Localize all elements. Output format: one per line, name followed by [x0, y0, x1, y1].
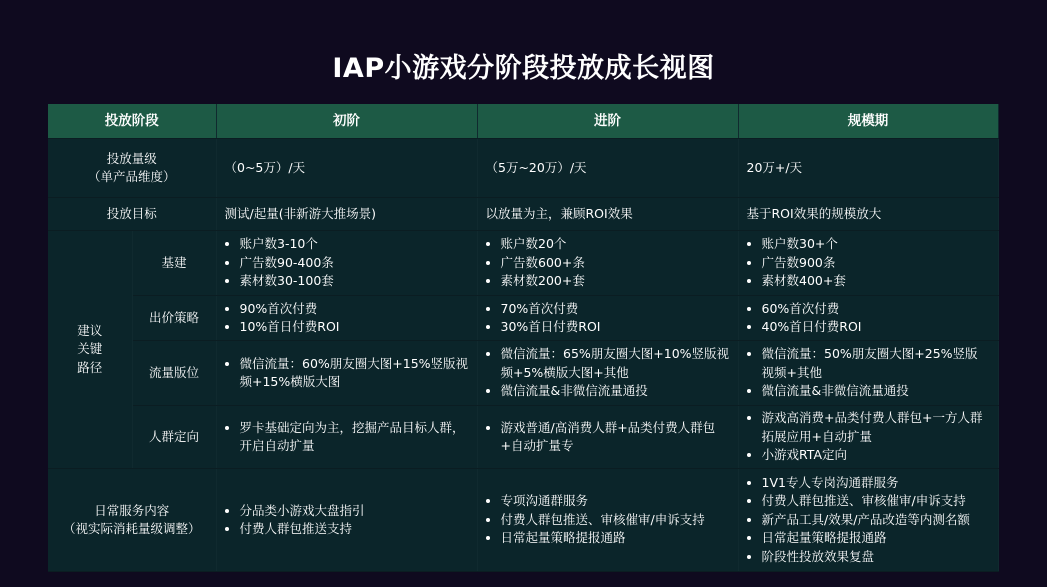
list-item: • 小游戏RTA定向: [762, 446, 990, 465]
list-item: • 70%首次付费: [501, 300, 730, 319]
list-item: • 游戏高消费+品类付费人群包+一方人群拓展应用+自动扩量: [762, 409, 990, 446]
row-service: [48, 469, 998, 572]
list-item: • 广告数90-400条: [240, 254, 469, 273]
cell-crowd-advanced: [477, 406, 738, 469]
row-flow: [48, 341, 998, 406]
label-bid: 出价策略: [132, 296, 216, 341]
list-item: • 付费人群包推送、审核催审/申诉支持: [762, 492, 990, 511]
list-item: • 60%首次付费: [762, 300, 990, 319]
row-base: [48, 231, 998, 296]
cell-service-scale: [738, 469, 998, 572]
list-item: • 账户数3-10个: [240, 235, 469, 254]
row-goal: [48, 198, 998, 231]
list-item: • 账户数30+个: [762, 235, 990, 254]
cell-flow-initial: [216, 341, 477, 406]
list-item: • 40%首日付费ROI: [762, 318, 990, 337]
list-item: • 广告数900条: [762, 254, 990, 273]
growth-view-table: [48, 104, 999, 572]
list-item: • 30%首日付费ROI: [501, 318, 730, 337]
list-item: • 素材数200+套: [501, 272, 730, 291]
list-item: • 1V1专人专岗沟通群服务: [762, 474, 990, 493]
label-service: 日常服务内容 （视实际消耗量级调整）: [48, 469, 216, 572]
cell-crowd-initial: [216, 406, 477, 469]
row-bid: [48, 296, 998, 341]
cell-bid-scale: [738, 296, 998, 341]
header-row: [48, 104, 998, 139]
cell-volume-initial: （0~5万）/天: [216, 139, 477, 198]
list-item: • 新产品工具/效果/产品改造等内测名额: [762, 511, 990, 530]
label-flow: 流量版位: [132, 341, 216, 406]
row-crowd: [48, 406, 998, 469]
header-scale: 规模期: [738, 104, 998, 139]
label-crowd: 人群定向: [132, 406, 216, 469]
cell-service-initial: [216, 469, 477, 572]
list-item: • 阶段性投放效果复盘: [762, 548, 990, 567]
cell-base-initial: [216, 231, 477, 296]
cell-base-scale: [738, 231, 998, 296]
list-item: • 日常起量策略提报通路: [501, 529, 730, 548]
list-item: • 微信流量：60%朋友圈大图+15%竖版视频+15%横版大图: [240, 355, 469, 392]
cell-base-advanced: [477, 231, 738, 296]
list-item: • 付费人群包推送支持: [240, 520, 469, 539]
list-item: • 专项沟通群服务: [501, 492, 730, 511]
cell-goal-scale: 基于ROI效果的规模放大: [738, 198, 998, 231]
list-item: • 90%首次付费: [240, 300, 469, 319]
list-item: • 分品类小游戏大盘指引: [240, 502, 469, 521]
header-stage: 投放阶段: [48, 104, 216, 139]
cell-service-advanced: [477, 469, 738, 572]
label-key-path-group: 建议 关键 路径: [48, 231, 132, 469]
cell-volume-advanced: （5万~20万）/天: [477, 139, 738, 198]
list-item: • 10%首日付费ROI: [240, 318, 469, 337]
list-item: • 日常起量策略提报通路: [762, 529, 990, 548]
list-item: • 账户数20个: [501, 235, 730, 254]
list-item: • 微信流量：65%朋友圈大图+10%竖版视频+5%横版大图+其他: [501, 345, 730, 382]
list-item: • 微信流量：50%朋友圈大图+25%竖版视频+其他: [762, 345, 990, 382]
cell-bid-initial: [216, 296, 477, 341]
page-title: IAP小游戏分阶段投放成长视图: [332, 53, 715, 84]
cell-volume-scale: 20万+/天: [738, 139, 998, 198]
cell-flow-scale: [738, 341, 998, 406]
list-item: • 素材数30-100套: [240, 272, 469, 291]
label-goal: 投放目标: [48, 198, 216, 231]
list-item: • 微信流量&非微信流量通投: [501, 382, 730, 401]
row-volume: [48, 139, 998, 198]
list-item: • 付费人群包推送、审核催审/申诉支持: [501, 511, 730, 530]
cell-flow-advanced: [477, 341, 738, 406]
cell-goal-advanced: 以放量为主，兼顾ROI效果: [477, 198, 738, 231]
list-item: • 微信流量&非微信流量通投: [762, 382, 990, 401]
list-item: • 素材数400+套: [762, 272, 990, 291]
label-volume: 投放量级 （单产品维度）: [48, 139, 216, 198]
header-initial: 初阶: [216, 104, 477, 139]
header-advanced: 进阶: [477, 104, 738, 139]
list-item: • 广告数600+条: [501, 254, 730, 273]
list-item: • 罗卡基础定向为主，挖掘产品目标人群，开启自动扩量: [240, 419, 469, 456]
cell-goal-initial: 测试/起量(非新游大推场景): [216, 198, 477, 231]
cell-crowd-scale: [738, 406, 998, 469]
label-base: 基建: [132, 231, 216, 296]
list-item: • 游戏普通/高消费人群+品类付费人群包+自动扩量专: [501, 419, 730, 456]
cell-bid-advanced: [477, 296, 738, 341]
